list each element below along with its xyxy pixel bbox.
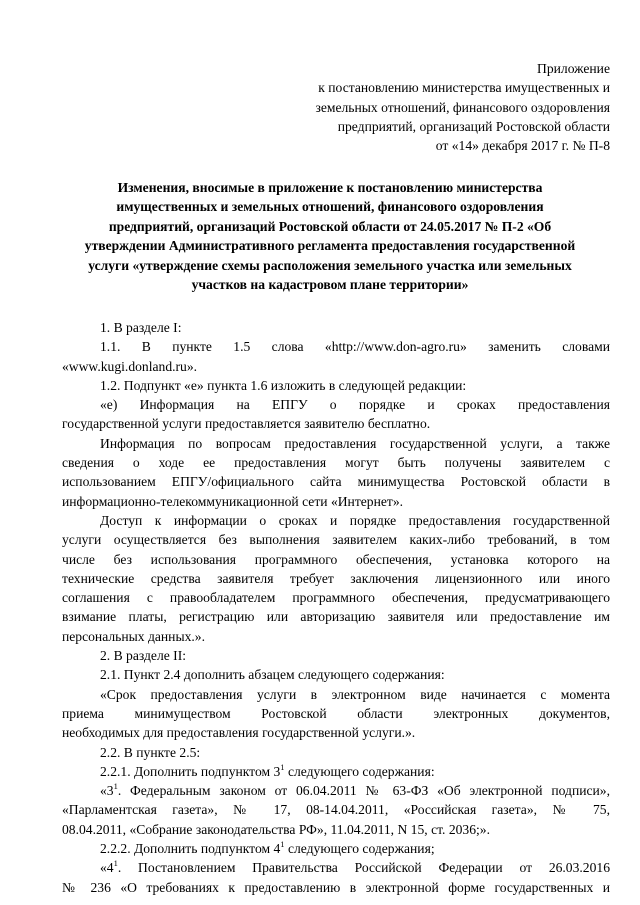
paragraph-line — [62, 839, 610, 858]
paragraph-line: информационно-телекоммуникационной сети «Интернет». — [62, 493, 404, 509]
title-line: имущественных и земельных отношений, финансового оздоровления — [116, 199, 544, 215]
paragraph-line: «е) Информация на ЕПГУ о порядке и сроках предоставления — [100, 397, 610, 413]
paragraph-line: 08.04.2011, «Собрание законодательства РФ», 11.04.2011, N 15, ст. 2036;». — [62, 821, 490, 837]
title-line: Изменения, вносимые в приложение к постановлению министерства — [117, 180, 543, 195]
appendix-line: предприятий, организаций Ростовской области — [337, 118, 610, 134]
paragraph-line — [62, 762, 610, 781]
document-title — [60, 178, 600, 294]
paragraph-line: использованием ЕПГУ/официального сайта минимущества Ростовской области в — [62, 474, 610, 490]
paragraph-line: соглашения с правообладателем программного обеспечения, предусматривающего — [62, 590, 610, 606]
paragraph-line: Информация по вопросам предоставления государственной услуги, а также — [100, 435, 610, 451]
title-line: предприятий, организаций Ростовской области от 24.05.2017 № П-2 «Об — [108, 218, 552, 234]
paragraph-line: государственной услуги предоставляется заявителю бесплатно. — [62, 416, 431, 432]
paragraph-line: 2.1. Пункт 2.4 дополнить абзацем следующего содержания: — [100, 667, 445, 683]
paragraph-line: взимание платы, регистрацию или авторизацию заявителя или предоставление им — [62, 609, 610, 625]
paragraph-line: «Срок предоставления услуги в электронном виде начинается с момента — [100, 686, 610, 702]
superscript: 1 — [113, 781, 118, 792]
superscript: 1 — [280, 761, 285, 772]
paragraph-line: «www.kugi.donland.ru». — [62, 358, 198, 374]
paragraph-line: персональных данных.». — [62, 628, 205, 644]
paragraph-line: числе без использования программного обеспечения, установка которого на — [62, 551, 610, 567]
appendix-line: Приложение — [537, 61, 610, 76]
paragraph-line: приема минимуществом Ростовской области электронных документов, — [62, 705, 610, 721]
paragraph-line: Доступ к информации о сроках и порядке предоставления государственной — [100, 512, 610, 528]
text-segment: «3 — [100, 783, 114, 799]
appendix-line: от «14» декабря 2017 г. № П-8 — [435, 138, 610, 154]
title-line: услуги «утверждение схемы расположения земельного участка или земельных — [88, 257, 572, 273]
text-segment: . Постановлением Правительства Российской Федерации от 26.03.2016 — [117, 860, 610, 876]
paragraph-line: технические средства заявителя требует заключения лицензионного или иного — [62, 570, 610, 586]
paragraph-line: услуги осуществляется без выполнения заявителем каких-либо требований, в том — [62, 532, 610, 548]
superscript: 1 — [113, 858, 118, 869]
superscript: 1 — [280, 839, 285, 850]
paragraph-line: 1.1. В пункте 1.5 слова «http://www.don-agro.ru» заменить словами — [100, 339, 610, 355]
paragraph-line: сведения о ходе ее предоставления могут быть получены заявителем с — [62, 455, 610, 471]
document-body — [62, 318, 610, 897]
title-line: утверждении Административного регламента предоставления государственной — [84, 238, 576, 254]
paragraph-line — [62, 858, 610, 877]
text-segment: 2.2.2. Дополнить подпунктом 4 — [100, 841, 281, 857]
paragraph-line — [62, 781, 610, 800]
paragraph-line: 1.2. Подпункт «е» пункта 1.6 изложить в следующей редакции: — [100, 377, 467, 393]
text-segment: 2.2.1. Дополнить подпунктом 3 — [100, 763, 281, 779]
appendix-line: к постановлению министерства имущественных и — [318, 80, 610, 96]
appendix-header — [200, 59, 610, 155]
text-segment: следующего содержания: — [284, 763, 435, 779]
text-segment: следующего содержания; — [284, 841, 435, 857]
paragraph-line: № 236 «О требованиях к предоставлению в электронной форме государственных и — [62, 879, 610, 895]
paragraph-line: «Парламентская газета», № 17, 08-14.04.2011, «Российская газета», № 75, — [62, 802, 610, 818]
title-line: участков на кадастровом плане территории» — [191, 277, 469, 293]
paragraph-line: необходимых для предоставления государственной услуги.». — [62, 725, 416, 741]
text-segment: «4 — [100, 860, 114, 876]
section-heading: 1. В разделе I: — [100, 320, 182, 335]
section-heading: 2. В разделе II: — [100, 648, 187, 664]
text-segment: . Федеральным законом от 06.04.2011 № 63-ФЗ «Об электронной подписи», — [117, 783, 610, 799]
paragraph-line: 2.2. В пункте 2.5: — [100, 744, 201, 760]
appendix-line: земельных отношений, финансового оздоровления — [315, 99, 610, 115]
